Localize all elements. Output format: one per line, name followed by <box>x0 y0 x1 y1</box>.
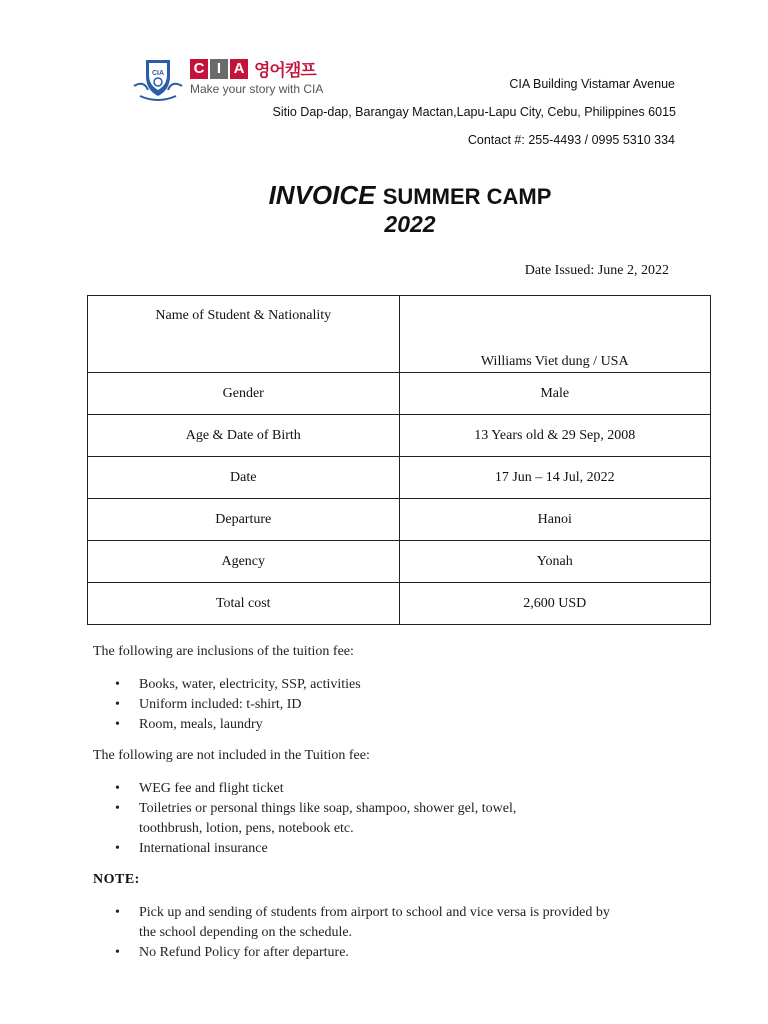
table-row <box>88 583 711 625</box>
table-row <box>88 541 711 583</box>
list-item: • Books, water, electricity, SSP, activities <box>93 675 361 695</box>
cia-logo <box>132 56 323 102</box>
logo-tagline: Make your story with CIA <box>190 82 324 96</box>
table-row <box>88 457 711 499</box>
exclusions-heading: The following are not included in the Tuition fee: <box>93 748 370 763</box>
contact-number: Contact #: 255-4493 / 0995 5310 334 <box>467 133 675 147</box>
cia-crest-icon <box>132 56 184 102</box>
inclusions-list <box>93 675 361 735</box>
row-value: Williams Viet dung / USA <box>399 296 711 373</box>
row-label: Age & Date of Birth <box>88 415 400 457</box>
brand-text <box>190 56 323 96</box>
row-label: Date <box>88 457 400 499</box>
table-row <box>88 296 711 373</box>
row-value: 2,600 USD <box>399 583 711 625</box>
invoice-details-table <box>87 295 711 625</box>
list-item: • International insurance <box>93 839 516 859</box>
list-item-line: Pick up and sending of students from airport to school and vice versa is provided by <box>139 905 610 920</box>
logo-korean-text: 영어캠프 <box>254 61 316 81</box>
list-item <box>93 903 610 943</box>
list-item: • Uniform included: t-shirt, ID <box>93 695 361 715</box>
date-issued: Date Issued: June 2, 2022 <box>524 263 669 278</box>
table-row <box>88 415 711 457</box>
note-list <box>93 903 610 963</box>
list-item-line: toothbrush, lotion, pens, notebook etc. <box>139 821 354 836</box>
exclusions-list <box>93 779 516 859</box>
invoice-title <box>0 180 768 211</box>
row-label: Agency <box>88 541 400 583</box>
address-line-2: Sitio Dap-dap, Barangay Mactan,Lapu-Lapu City, Cebu, Philippines 6015 <box>272 105 676 119</box>
list-item: • WEG fee and flight ticket <box>93 779 516 799</box>
logo-letter-i: I <box>210 59 228 79</box>
list-item-line: the school depending on the schedule. <box>139 925 353 940</box>
list-item-line: Toiletries or personal things like soap, shampoo, shower gel, towel, <box>139 801 517 816</box>
row-value: 17 Jun – 14 Jul, 2022 <box>399 457 711 499</box>
list-item: • Room, meals, laundry <box>93 715 361 735</box>
row-value: Hanoi <box>399 499 711 541</box>
address-line-1: CIA Building Vistamar Avenue <box>509 77 675 91</box>
row-value: Male <box>399 373 711 415</box>
logo-letter-c: C <box>190 59 208 79</box>
row-label: Total cost <box>88 583 400 625</box>
inclusions-heading: The following are inclusions of the tuition fee: <box>93 644 354 659</box>
row-value: 13 Years old & 29 Sep, 2008 <box>399 415 711 457</box>
row-label: Name of Student & Nationality <box>88 296 400 373</box>
table-row <box>88 499 711 541</box>
invoice-word: INVOICE <box>268 180 376 210</box>
summer-camp-word: SUMMER CAMP <box>382 184 552 209</box>
list-item <box>93 799 516 839</box>
row-label: Departure <box>88 499 400 541</box>
svg-text:CIA: CIA <box>151 70 165 77</box>
list-item: • No Refund Policy for after departure. <box>93 943 610 963</box>
invoice-year: 2022 <box>384 211 436 237</box>
row-label: Gender <box>88 373 400 415</box>
note-heading: NOTE: <box>93 872 140 887</box>
logo-letter-a: A <box>230 59 248 79</box>
row-value: Yonah <box>399 541 711 583</box>
table-row <box>88 373 711 415</box>
